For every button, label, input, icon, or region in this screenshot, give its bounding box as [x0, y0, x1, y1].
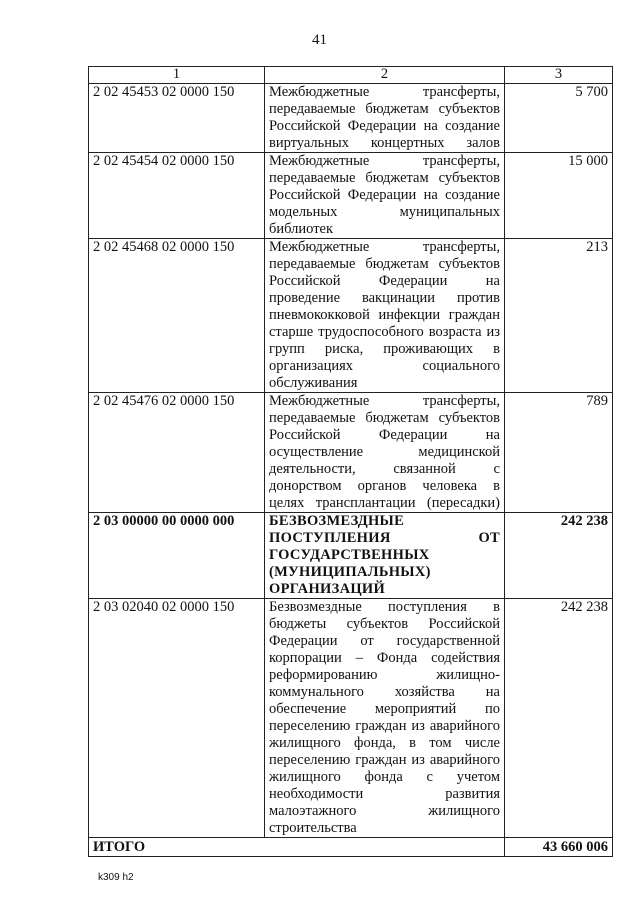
table-row	[89, 599, 613, 838]
budget-code: 2 02 45468 02 0000 150	[89, 239, 265, 393]
total-label: ИТОГО	[89, 838, 505, 857]
table-row	[89, 153, 613, 239]
row-description: БЕЗВОЗМЕЗДНЫЕ ПОСТУПЛЕНИЯ ОТ ГОСУДАРСТВЕННЫХ (МУНИЦИПАЛЬНЫХ) ОРГАНИЗАЦИЙ	[265, 513, 505, 599]
table-row	[89, 393, 613, 513]
row-description: Межбюджетные трансферты, передаваемые бюджетам субъектов Российской Федерации на осуществление медицинской деятельности, связанной с донорством органов человека в целях трансплантации (пересадки)	[265, 393, 505, 513]
row-amount: 242 238	[505, 513, 613, 599]
row-amount: 5 700	[505, 84, 613, 153]
budget-code: 2 02 45453 02 0000 150	[89, 84, 265, 153]
row-amount: 213	[505, 239, 613, 393]
column-header-1: 1	[89, 67, 265, 84]
footer-code: k309 h2	[98, 872, 134, 883]
budget-code: 2 02 45476 02 0000 150	[89, 393, 265, 513]
row-description: Межбюджетные трансферты, передаваемые бюджетам субъектов Российской Федерации на создание виртуальных концертных залов	[265, 84, 505, 153]
total-row	[89, 838, 613, 857]
row-description: Безвозмездные поступления в бюджеты субъектов Российской Федерации от государственной корпорации – Фонда содействия реформированию жилищно-коммунального хозяйства на обеспечение мероприятий по переселению граждан из аварийного жилищного фонда, в том числе переселению граждан из аварийного жилищного фонда с учетом необходимости развития малоэтажного жилищного строительства	[265, 599, 505, 838]
budget-code: 2 03 02040 02 0000 150	[89, 599, 265, 838]
total-amount: 43 660 006	[505, 838, 613, 857]
row-description: Межбюджетные трансферты, передаваемые бюджетам субъектов Российской Федерации на создание модельных муниципальных библиотек	[265, 153, 505, 239]
budget-code: 2 03 00000 00 0000 000	[89, 513, 265, 599]
page-number: 41	[312, 32, 327, 48]
table-row	[89, 84, 613, 153]
column-header-3: 3	[505, 67, 613, 84]
table-row	[89, 239, 613, 393]
row-amount: 242 238	[505, 599, 613, 838]
budget-table	[88, 66, 613, 857]
table-row-section-heading	[89, 513, 613, 599]
table-header-row	[89, 67, 613, 84]
row-amount: 15 000	[505, 153, 613, 239]
budget-code: 2 02 45454 02 0000 150	[89, 153, 265, 239]
row-description: Межбюджетные трансферты, передаваемые бюджетам субъектов Российской Федерации на проведение вакцинации против пневмококковой инфекции граждан старше трудоспособного возраста из групп риска, проживающих в организациях социального обслуживания	[265, 239, 505, 393]
column-header-2: 2	[265, 67, 505, 84]
row-amount: 789	[505, 393, 613, 513]
